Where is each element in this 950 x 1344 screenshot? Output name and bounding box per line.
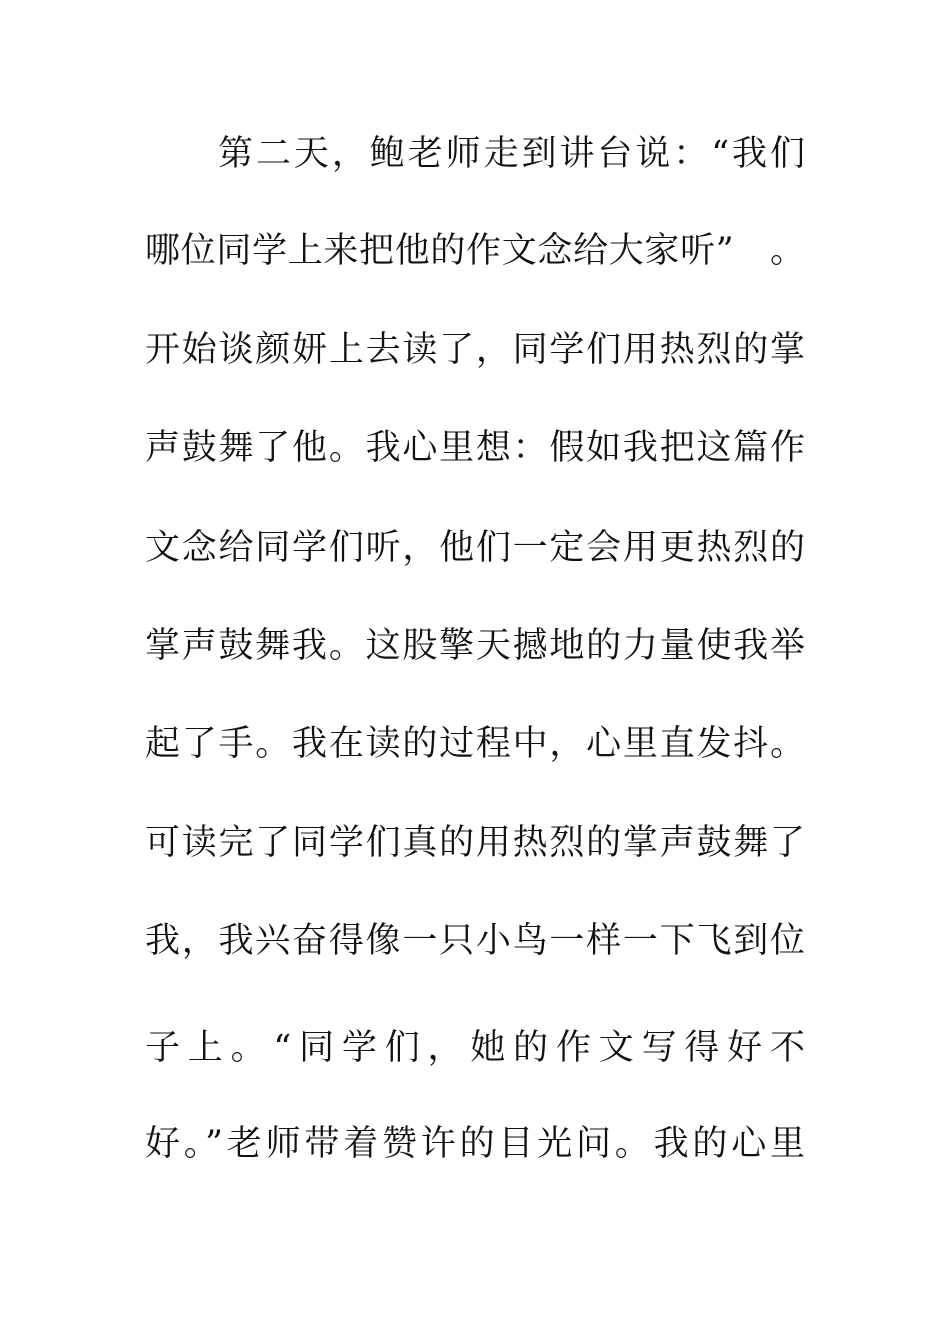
text-line-7: 起了手。我在读的过程中，心里直发抖。 [145,724,805,764]
text-line-8: 可读完了同学们真的用热烈的掌声鼓舞了 [145,823,805,863]
text-line-6: 掌声鼓舞我。这股擎天撼地的力量使我举 [145,626,805,666]
text-line-1: 第二天，鲍老师走到讲台说：“我们 [218,134,805,174]
text-line-5: 文念给同学们听，他们一定会用更热烈的 [145,528,805,568]
text-line-10: 子上。“同学们，她的作文写得好不 [145,1028,805,1068]
text-line-11: 好。”老师带着赞许的目光问。我的心里 [145,1124,805,1164]
text-line-2: 哪位同学上来把他的作文念给大家听” 。 [145,231,805,271]
text-line-9: 我，我兴奋得像一只小鸟一样一下飞到位 [145,921,805,961]
text-line-4: 声鼓舞了他。我心里想：假如我把这篇作 [145,428,805,468]
text-line-3: 开始谈颜妍上去读了，同学们用热烈的掌 [145,330,805,370]
